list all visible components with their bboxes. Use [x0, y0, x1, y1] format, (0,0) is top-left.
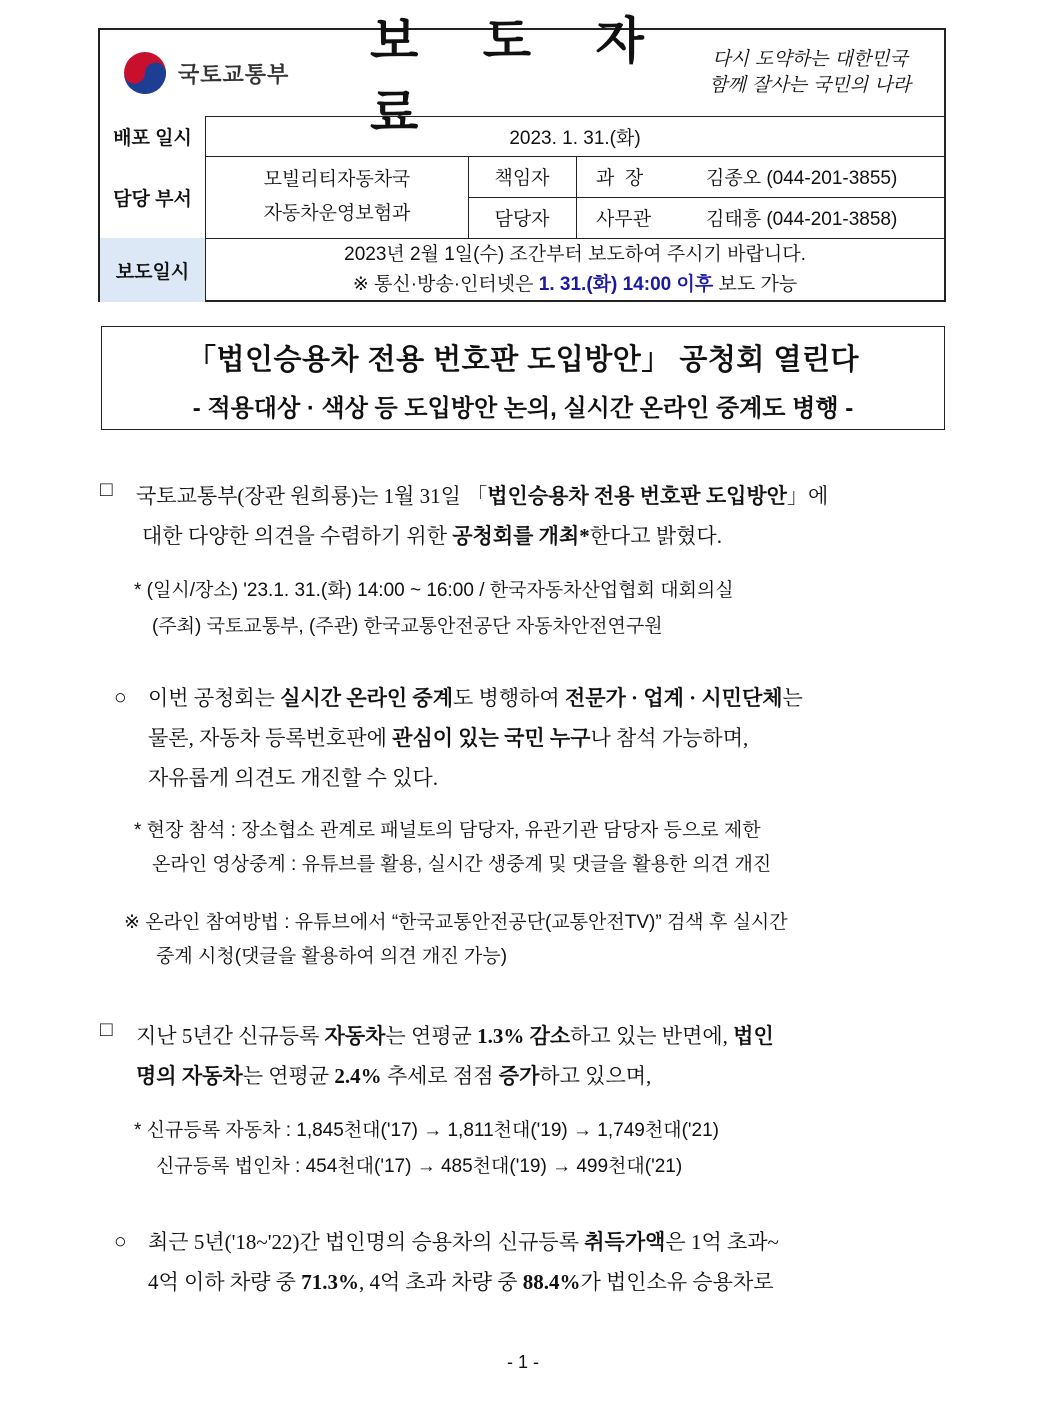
slogan-line-1: 다시 도약하는 대한민국 [712, 48, 908, 70]
contact-position: 사무관 [596, 209, 652, 230]
reference-note: 중계 시청(댓글을 활용하여 의견 개진 가능) [156, 946, 508, 967]
release-row [100, 238, 944, 302]
dept-line-2: 자동차운영보험과 [263, 203, 411, 224]
taegeuk-icon [122, 50, 168, 96]
reference-note: ※ 온라인 참여방법 : 유튜브에서 “한국교통안전공단(교통안전TV)” 검색 후 실시간 [124, 912, 788, 933]
section-bullet: □ [100, 478, 113, 501]
paragraph-line: 명의 자동차는 연평균 2.4% 추세로 점점 증가하고 있으며, [136, 1064, 652, 1088]
footnote-line: * 신규등록 자동차 : 1,845천대('17) → 1,811천대('19) → 1,749천대('21) [134, 1120, 719, 1141]
release-time-highlight: 1. 31.(화) 14:00 이후 [538, 274, 714, 295]
paragraph-line: 최근 5년('18~'22)간 법인명의 승용차의 신규등록 취득가액은 1억 초과~ [148, 1230, 779, 1254]
responsible-position: 과 장 [596, 168, 644, 189]
footnote-line: * 현장 참석 : 장소협소 관계로 패널토의 담당자, 유관기관 담당자 등으로 제한 [134, 820, 761, 841]
release-line-1: 2023년 2월 1일(수) 조간부터 보도하여 주시기 바랍니다. [344, 244, 806, 265]
paragraph-line: 국토교통부(장관 원희룡)는 1월 31일 「법인승용차 전용 번호판 도입방안」에 [136, 484, 829, 508]
dept-names [206, 156, 469, 238]
ministry-logo [122, 48, 342, 98]
distribution-label: 배포 일시 [100, 116, 206, 156]
dept-label: 담당 부서 [100, 156, 206, 238]
contact-person: 김태흥 (044-201-3858) [706, 209, 898, 230]
responsible-person: 김종오 (044-201-3855) [706, 168, 898, 189]
footnote-line: 신규등록 법인차 : 454천대('17) → 485천대('19) → 499천대('21) [156, 1156, 683, 1177]
paragraph-line: 대한 다양한 의견을 수렴하기 위한 공청회를 개최*한다고 밝혔다. [142, 524, 722, 548]
contact-row [468, 197, 944, 238]
logo-text: 국토교통부 [178, 61, 290, 87]
release-label: 보도일시 [100, 238, 206, 302]
department-row [100, 156, 944, 239]
release-line-2: ※ 통신·방송·인터넷은 1. 31.(화) 14:00 이후 보도 가능 [352, 274, 798, 295]
paragraph-line: 이번 공청회는 실시간 온라인 중계도 병행하여 전문가 · 업계 · 시민단체는 [148, 686, 803, 710]
headline-title: 「법인승용차 전용 번호판 도입방안」 공청회 열린다 [186, 344, 860, 376]
page-number: - 1 - [506, 1352, 539, 1372]
circle-bullet: ○ [114, 686, 127, 709]
paragraph-line: 4억 이하 차량 중 71.3%, 4억 초과 차량 중 88.4%가 법인소유 승용차로 [148, 1270, 774, 1294]
page-title: 보 도 자 료 [370, 13, 670, 141]
section-bullet: □ [100, 1018, 113, 1041]
distribution-date: 2023. 1. 31.(화) [509, 127, 641, 149]
circle-bullet: ○ [114, 1230, 127, 1253]
footnote-line: (주최) 국토교통부, (주관) 한국교통안전공단 자동차안전연구원 [152, 616, 663, 637]
contact-label: 담당자 [468, 197, 577, 238]
press-release-header [98, 13, 946, 302]
headline-box [101, 326, 945, 430]
dept-line-1: 모빌리티자동차국 [263, 169, 411, 190]
footnote-line: * (일시/장소) '23.1. 31.(화) 14:00 ~ 16:00 / 한국자동차산업협회 대회의실 [134, 580, 734, 601]
paragraph-line: 자유롭게 의견도 개진할 수 있다. [148, 766, 438, 790]
slogan-line-2: 함께 잘사는 국민의 나라 [709, 74, 911, 96]
responsible-label: 책임자 [468, 156, 577, 197]
slogan [690, 46, 930, 106]
responsible-row [468, 156, 944, 198]
paragraph-line: 물론, 자동차 등록번호판에 관심이 있는 국민 누구나 참석 가능하며, [148, 726, 749, 750]
release-notice [206, 238, 944, 302]
headline-subtitle: - 적용대상 · 색상 등 도입방안 논의, 실시간 온라인 중계도 병행 - [192, 395, 854, 422]
paragraph-line: 지난 5년간 신규등록 자동차는 연평균 1.3% 감소하고 있는 반면에, 법인 [136, 1024, 774, 1048]
distribution-row [100, 116, 944, 157]
footnote-line: 온라인 영상중계 : 유튜브를 활용, 실시간 생중계 및 댓글을 활용한 의견 개진 [152, 854, 772, 875]
